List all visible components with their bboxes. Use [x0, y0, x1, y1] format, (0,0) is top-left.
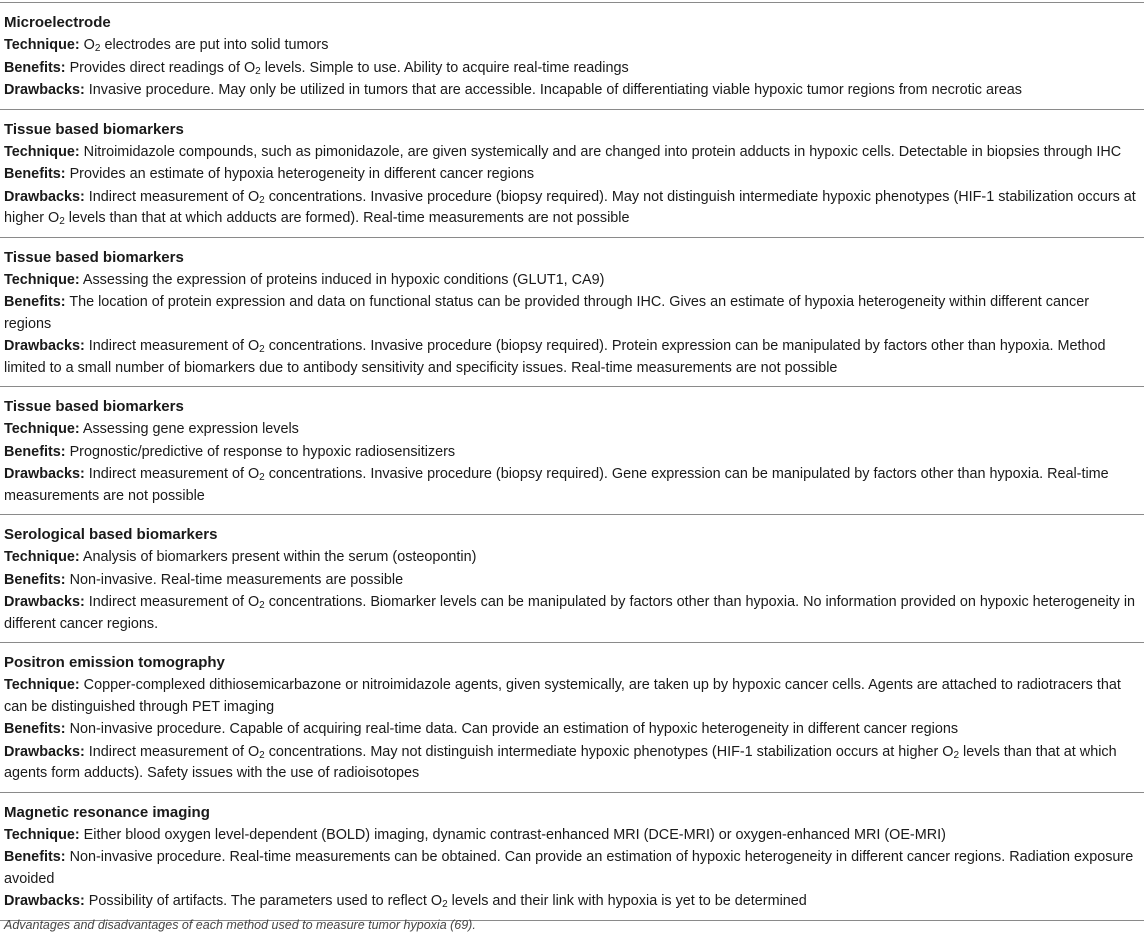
method-block: [0, 793, 1144, 921]
method-row: [4, 292, 1140, 335]
row-label: Benefits:: [4, 443, 66, 460]
row-text: Nitroimidazole compounds, such as pimonidazole, are given systemically and are changed into protein adducts in hypoxic cells. Detectable in biopsies through IHC: [79, 143, 1122, 160]
method-heading: Tissue based biomarkers: [4, 398, 184, 415]
row-label: Technique:: [4, 677, 80, 693]
method-row: [4, 58, 1140, 80]
method-row: [4, 825, 1140, 847]
row-label: Technique:: [4, 826, 80, 843]
row-label: Benefits:: [4, 166, 66, 182]
method-row: [4, 847, 1140, 890]
row-label: Drawbacks:: [4, 82, 85, 98]
method-heading: Tissue based biomarkers: [4, 248, 184, 266]
method-block: [0, 110, 1144, 238]
row-label: Benefits:: [4, 849, 66, 865]
row-text: $O_2$ electrodes are put into solid tumors: [79, 37, 329, 54]
row-text: Indirect measurement of $O_2$ concentrations. Invasive procedure (biopsy required). Gene expression can be manipulated by factors other than hypoxia. Real-time measurements are not possible: [4, 466, 1109, 504]
row-text: Copper-complexed dithiosemicarbazone or nitroimidazole agents, given systemically, are taken up by hypoxic cancer cells. Agents are attached to radiotracers that can be distinguished through PET imaging: [4, 677, 1121, 715]
method-row: [4, 187, 1140, 230]
row-label: Technique:: [4, 271, 80, 288]
row-label: Technique:: [4, 421, 80, 437]
method-block: [0, 643, 1144, 793]
method-row: [4, 742, 1140, 785]
row-label: Drawbacks:: [4, 743, 85, 760]
row-text: Provides direct readings of $O_2$ levels. Simple to use. Ability to acquire real-time readings: [65, 59, 629, 77]
row-label: Benefits:: [4, 294, 66, 310]
table-caption: Advantages and disadvantages of each method used to measure tumor hypoxia (69).: [4, 918, 476, 932]
method-row: [4, 592, 1140, 635]
row-label: Benefits:: [4, 721, 66, 737]
row-label: Benefits:: [4, 571, 66, 588]
row-text: The location of protein expression and data on functional status can be provided through IHC. Gives an estimate of hypoxia heterogeneity within different cancer regions: [4, 294, 1089, 332]
row-text: Either blood oxygen level-dependent (BOLD) imaging, dynamic contrast-enhanced MRI (DCE-MRI) or oxygen-enhanced MRI (OE-MRI): [79, 826, 946, 843]
method-row: [4, 164, 1140, 186]
row-label: Drawbacks:: [4, 338, 85, 354]
row-text: Assessing the expression of proteins induced in hypoxic conditions (GLUT1, CA9): [79, 271, 605, 288]
row-text: Possibility of artifacts. The parameters used to reflect $O_2$ levels and their link with hypoxia is yet to be determined: [84, 893, 807, 910]
row-text: Indirect measurement of $O_2$ concentrations. May not distinguish intermediate hypoxic phenotypes (HIF-1 stabilization occurs at higher $O_2$ levels than that at which agents form adducts). Safety issues with the use of radioisotopes: [4, 743, 1117, 781]
method-block: [0, 3, 1144, 110]
method-heading: Microelectrode: [4, 14, 111, 31]
row-text: Indirect measurement of $O_2$ concentrations. Invasive procedure (biopsy required). Protein expression can be manipulated by factors other than hypoxia. Method limited to a small number of biomarkers due to antibody sensitivity and specificity issues. Real-time measurements are not possible: [4, 338, 1106, 376]
row-label: Technique:: [4, 37, 80, 53]
row-label: Drawbacks:: [4, 594, 85, 610]
row-text: Analysis of biomarkers present within the serum (osteopontin): [79, 549, 477, 565]
method-row: [4, 547, 1140, 569]
row-text: Assessing gene expression levels: [79, 421, 299, 437]
row-label: Benefits:: [4, 59, 66, 76]
row-label: Drawbacks:: [4, 188, 85, 205]
row-text: Invasive procedure. May only be utilized in tumors that are accessible. Incapable of differentiating viable hypoxic tumor regions from necrotic areas: [84, 82, 1023, 98]
method-row: [4, 336, 1140, 379]
row-label: Drawbacks:: [4, 893, 85, 909]
methods-table: [0, 2, 1144, 921]
method-heading: Positron emission tomography: [4, 654, 225, 671]
row-text: Indirect measurement of $O_2$ concentrations. Invasive procedure (biopsy required). May not distinguish intermediate hypoxic phenotypes (HIF-1 stabilization occurs at higher $O_2$ levels than that at which adducts are formed). Real-time measurements are not possible: [4, 188, 1136, 227]
method-block: [0, 515, 1144, 643]
method-row: [4, 419, 1140, 441]
method-row: [4, 442, 1140, 464]
method-heading: Tissue based biomarkers: [4, 120, 184, 138]
row-label: Drawbacks:: [4, 466, 85, 482]
method-heading: Magnetic resonance imaging: [4, 803, 210, 821]
row-text: Indirect measurement of $O_2$ concentrations. Biomarker levels can be manipulated by factors other than hypoxia. No information provided on hypoxic heterogeneity in different cancer regions.: [4, 594, 1136, 632]
method-heading: Serological based biomarkers: [4, 526, 218, 543]
row-text: Non-invasive procedure. Capable of acquiring real-time data. Can provide an estimation of hypoxic heterogeneity in different cancer regions: [65, 721, 959, 737]
method-row: [4, 891, 1140, 913]
method-row: [4, 142, 1140, 164]
method-row: [4, 80, 1140, 102]
method-block: [0, 387, 1144, 515]
method-block: [0, 238, 1144, 388]
method-row: [4, 719, 1140, 741]
method-row: [4, 570, 1140, 592]
method-row: [4, 464, 1140, 507]
row-label: Technique:: [4, 143, 80, 160]
row-text: Non-invasive. Real-time measurements are possible: [65, 571, 404, 588]
method-row: [4, 270, 1140, 292]
row-text: Provides an estimate of hypoxia heterogeneity in different cancer regions: [65, 166, 535, 182]
row-text: Non-invasive procedure. Real-time measurements can be obtained. Can provide an estimation of hypoxic heterogeneity in different cancer regions. Radiation exposure avoided: [4, 849, 1134, 887]
method-row: [4, 35, 1140, 57]
row-text: Prognostic/predictive of response to hypoxic radiosensitizers: [65, 443, 456, 460]
row-label: Technique:: [4, 549, 80, 565]
method-row: [4, 675, 1140, 718]
